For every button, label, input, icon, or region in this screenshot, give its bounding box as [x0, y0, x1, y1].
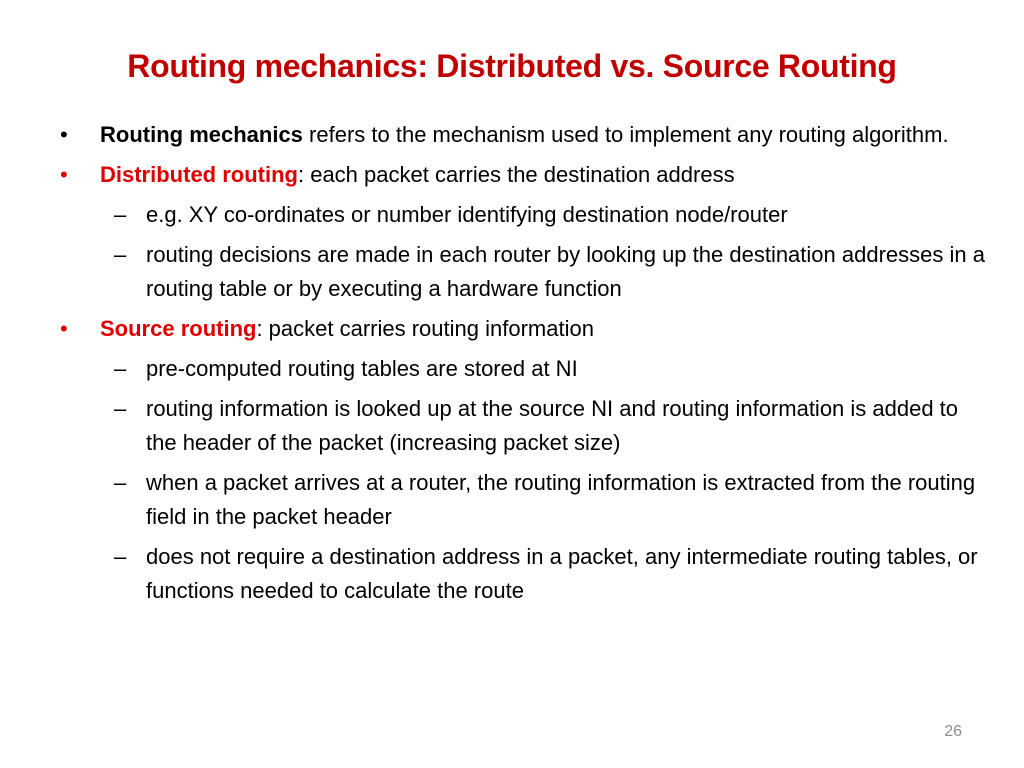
sub-bullet-text: routing decisions are made in each router by looking up the destination addresses in a routing table or by executing a hardware function — [146, 242, 985, 301]
bullet-marker: • — [60, 316, 68, 341]
bullet-text: : each packet carries the destination address — [297, 162, 735, 187]
sub-bullet-text: pre-computed routing tables are stored at NI — [146, 356, 578, 381]
bullet-term: Routing mechanics — [100, 122, 303, 147]
bullet-term: Distributed routing — [100, 162, 298, 187]
dash-marker: – — [114, 470, 127, 495]
sub-bullet-text: routing information is looked up at the source NI and routing information is added to the header of the packet (increasing packet size) — [146, 396, 959, 455]
sub-bullet — [58, 540, 988, 608]
bullet-term: Source routing — [100, 316, 257, 341]
bullet-routing-mechanics — [58, 118, 988, 152]
dash-marker: – — [114, 544, 127, 569]
sub-bullet — [58, 352, 988, 386]
bullet-marker: • — [60, 122, 68, 147]
bullet-text: refers to the mechanism used to implement any routing algorithm. — [302, 122, 949, 147]
bullet-text: : packet carries routing information — [256, 316, 594, 341]
dash-marker: – — [114, 202, 127, 227]
sub-bullet — [58, 466, 988, 534]
dash-marker: – — [114, 356, 127, 381]
page-number: 26 — [944, 723, 962, 740]
sub-bullet — [58, 198, 988, 232]
sub-bullet — [58, 392, 988, 460]
sub-bullet-text: does not require a destination address in a packet, any intermediate routing tables, or functions needed to calculate the route — [146, 544, 978, 603]
bullet-source-routing — [58, 312, 988, 346]
sub-bullet — [58, 238, 988, 306]
slide-body — [58, 118, 988, 614]
bullet-marker: • — [60, 162, 68, 187]
dash-marker: – — [114, 242, 127, 267]
slide-title: Routing mechanics: Distributed vs. Source Routing — [127, 48, 897, 84]
sub-bullet-text: e.g. XY co-ordinates or number identifying destination node/router — [146, 202, 788, 227]
sub-bullet-text: when a packet arrives at a router, the routing information is extracted from the routing field in the packet header — [146, 470, 976, 529]
dash-marker: – — [114, 396, 127, 421]
bullet-distributed-routing — [58, 158, 988, 192]
